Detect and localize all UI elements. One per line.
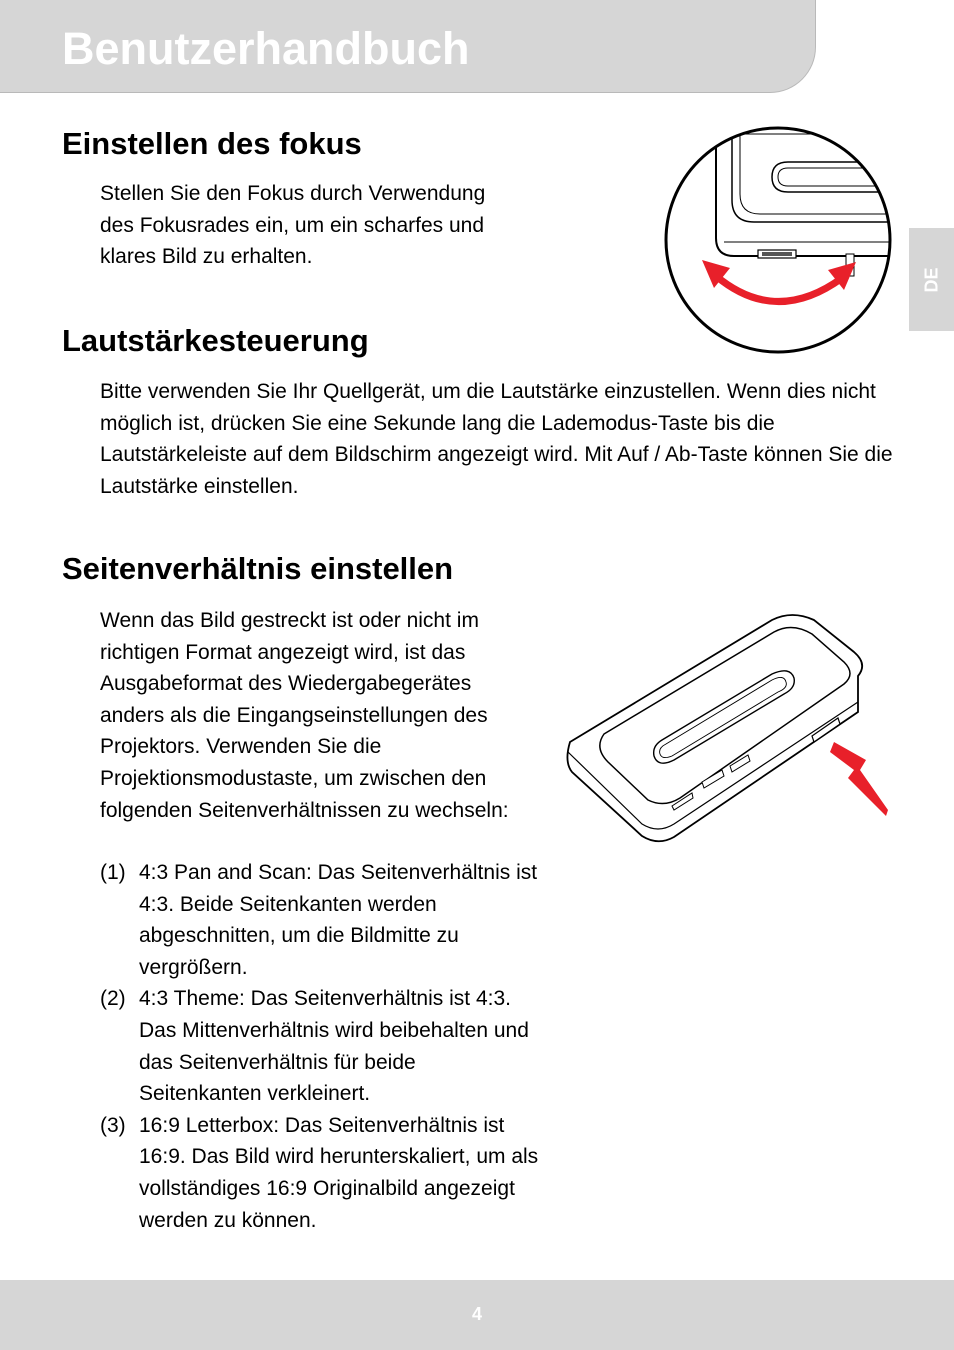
- list-item-text: 4:3 Pan and Scan: Das Seitenverhältnis ist 4:3. Beide Seitenkanten werden abgeschnitten, um die Bildmitte zu vergrößern.: [139, 861, 538, 979]
- list-item-number: (1): [100, 861, 126, 884]
- language-tab: [909, 228, 954, 331]
- section-body-aspect: Wenn das Bild gestreckt ist oder nicht im richtigen Format angezeigt wird, ist das Ausgabeformat des Wiedergabegerätes anders als die Eingangseinstellungen des Projektors. Verwenden Sie die Projektionsmodustaste, um zwischen den folgenden Seitenverhältnissen zu wechseln:: [100, 609, 509, 822]
- list-item: [100, 983, 540, 1109]
- list-item: [100, 857, 540, 983]
- section-body-volume: Bitte verwenden Sie Ihr Quellgerät, um die Lautstärke einzustellen. Wenn dies nicht möglich ist, drücken Sie eine Sekunde lang die Lademodus-Taste bis die Lautstärkeleiste auf dem Bildschirm angezeigt wird. Mit Auf / Ab-Taste können Sie die Lautstärke einstellen.: [100, 380, 893, 498]
- list-item: [100, 1110, 540, 1236]
- footer-bar: [0, 1280, 954, 1350]
- language-label: DE: [921, 266, 941, 293]
- page-number: 4: [471, 1304, 482, 1324]
- list-item-number: (2): [100, 987, 126, 1011]
- focus-wheel-illustration: [664, 126, 894, 356]
- manual-title: Benutzerhandbuch: [62, 23, 470, 74]
- section-heading-volume: Lautstärkesteuerung: [62, 323, 369, 358]
- projector-mode-button-illustration: [562, 612, 892, 847]
- aspect-ratio-list: [100, 857, 540, 1236]
- list-item-text: 16:9 Letterbox: Das Seitenverhältnis ist 16:9. Das Bild wird herunterskaliert, um als vollständiges 16:9 Originalbild angezeigt werden zu können.: [139, 1113, 539, 1232]
- section-heading-aspect: Seitenverhältnis einstellen: [62, 551, 454, 586]
- section-body-focus: Stellen Sie den Fokus durch Verwendung des Fokusrades ein, um ein scharfes und klares Bild zu erhalten.: [100, 182, 486, 269]
- list-item-number: (3): [100, 1113, 126, 1137]
- list-item-text: 4:3 Theme: Das Seitenverhältnis ist 4:3. Das Mittenverhältnis wird beibehalten und das Seitenverhältnis für beide Seitenkanten verkleinert.: [139, 987, 529, 1106]
- section-heading-focus: Einstellen des fokus: [62, 126, 362, 161]
